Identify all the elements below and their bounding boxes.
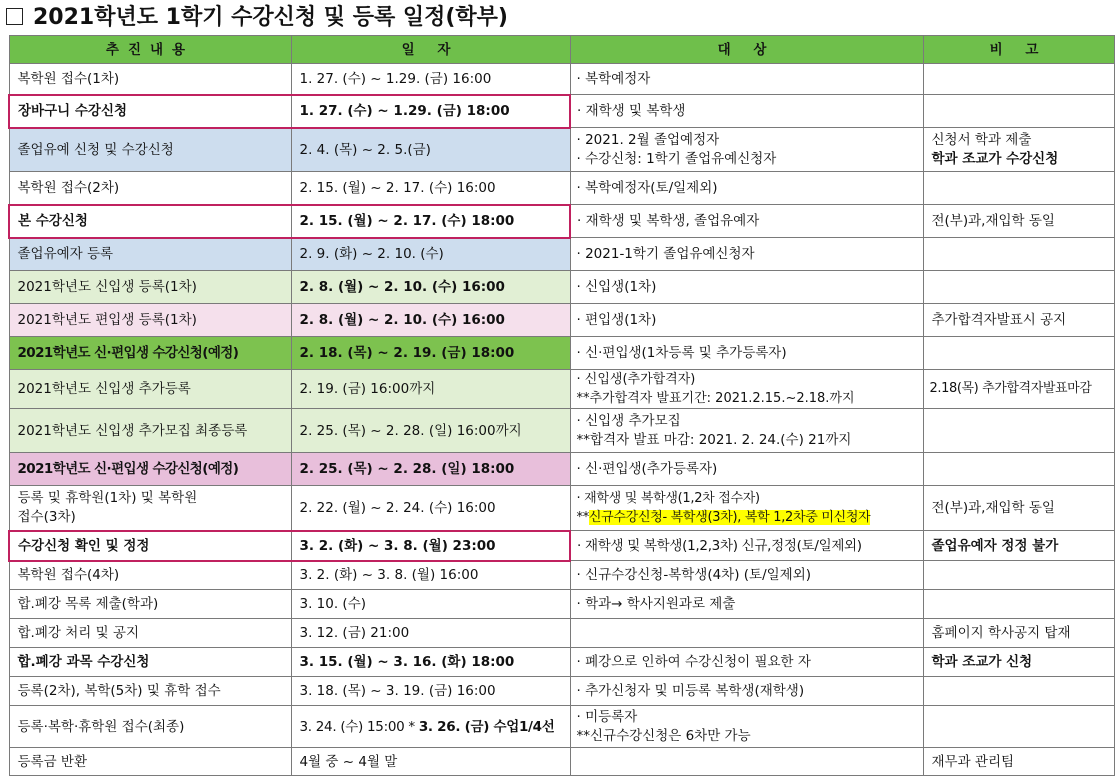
date-cell: 2. 15. (월) ~ 2. 17. (수) 18:00 xyxy=(291,205,570,238)
table-row xyxy=(9,337,1114,370)
target-line xyxy=(577,508,915,527)
task-cell: 합.폐강 과목 수강신청 xyxy=(9,648,291,677)
target-cell: · 편입생(1차) xyxy=(570,304,923,337)
task-cell: 졸업유예 신청 및 수강신청 xyxy=(9,128,291,172)
task-cell xyxy=(9,486,291,531)
table-header-row xyxy=(9,36,1114,64)
task-cell: 2021학년도 신입생 등록(1차) xyxy=(9,271,291,304)
target-line: **합격자 발표 마감: 2021. 2. 24.(수) 21까지 xyxy=(576,431,852,448)
table-row xyxy=(9,706,1114,748)
table-row xyxy=(9,304,1114,337)
date-cell: 2. 18. (목) ~ 2. 19. (금) 18:00 xyxy=(291,337,570,370)
target-cell xyxy=(570,409,923,453)
note-cell xyxy=(923,677,1114,706)
target-line: · 신입생 추가모집 xyxy=(576,412,681,429)
date-cell: 2. 8. (월) ~ 2. 10. (수) 16:00 xyxy=(291,271,570,304)
date-cell: 3. 10. (수) xyxy=(291,590,570,619)
note-cell xyxy=(923,590,1114,619)
date-cell: 2. 22. (월) ~ 2. 24. (수) 16:00 xyxy=(291,486,570,531)
target-cell xyxy=(570,370,923,409)
task-cell: 2021학년도 편입생 등록(1차) xyxy=(9,304,291,337)
date-cell: 3. 2. (화) ~ 3. 8. (월) 16:00 xyxy=(291,561,570,590)
date-cell: 2. 4. (목) ~ 2. 5.(금) xyxy=(291,128,570,172)
date-cell: 2. 8. (월) ~ 2. 10. (수) 16:00 xyxy=(291,304,570,337)
target-cell: · 신·편입생(1차등록 및 추가등록자) xyxy=(570,337,923,370)
table-row xyxy=(9,128,1114,172)
note-cell xyxy=(923,172,1114,205)
target-cell xyxy=(570,128,923,172)
target-cell: · 신입생(1차) xyxy=(570,271,923,304)
target-line: · 미등록자 xyxy=(576,708,638,725)
page-title xyxy=(6,2,508,34)
task-cell: 본 수강신청 xyxy=(9,205,291,238)
table-row xyxy=(9,409,1114,453)
target-cell: · 추가신청자 및 미등록 복학생(재학생) xyxy=(570,677,923,706)
target-line: · 재학생 및 복학생(1,2차 접수자) xyxy=(576,491,760,506)
date-cell: 2. 25. (목) ~ 2. 28. (일) 18:00 xyxy=(291,453,570,486)
task-cell: 등록·복학·휴학원 접수(최종) xyxy=(9,706,291,748)
date-cell: 2. 25. (목) ~ 2. 28. (일) 16:00까지 xyxy=(291,409,570,453)
note-cell xyxy=(923,64,1114,95)
date-cell: 2. 19. (금) 16:00까지 xyxy=(291,370,570,409)
target-cell xyxy=(570,619,923,648)
note-cell xyxy=(923,95,1114,128)
table-row xyxy=(9,172,1114,205)
date-cell: 2. 15. (월) ~ 2. 17. (수) 16:00 xyxy=(291,172,570,205)
header-note: 비 고 xyxy=(923,36,1114,64)
task-line: 등록 및 휴학원(1차) 및 복학원 xyxy=(17,489,198,506)
task-cell: 2021학년도 신·편입생 수강신청(예정) xyxy=(9,337,291,370)
target-cell: · 신·편입생(추가등록자) xyxy=(570,453,923,486)
date-cell: 2. 9. (화) ~ 2. 10. (수) xyxy=(291,238,570,271)
target-line: · 수강신청: 1학기 졸업유예신청자 xyxy=(576,150,777,167)
date-cell: 3. 18. (목) ~ 3. 19. (금) 16:00 xyxy=(291,677,570,706)
date-cell: 1. 27. (수) ~ 1.29. (금) 16:00 xyxy=(291,64,570,95)
date-cell xyxy=(291,706,570,748)
checkbox-square-icon xyxy=(6,8,23,25)
date-part: 3. 26. (금) 수업1/4선 xyxy=(418,718,555,735)
task-cell: 2021학년도 신입생 추가모집 최종등록 xyxy=(9,409,291,453)
task-cell: 합.폐강 처리 및 공지 xyxy=(9,619,291,648)
table-row xyxy=(9,590,1114,619)
target-cell: · 복학예정자(토/일제외) xyxy=(570,172,923,205)
target-cell: · 재학생 및 복학생, 졸업유예자 xyxy=(570,205,923,238)
date-cell: 4월 중 ~ 4월 말 xyxy=(291,748,570,776)
task-cell: 등록(2차), 복학(5차) 및 휴학 접수 xyxy=(9,677,291,706)
table-row xyxy=(9,64,1114,95)
table-row xyxy=(9,561,1114,590)
note-cell xyxy=(923,409,1114,453)
header-target: 대 상 xyxy=(570,36,923,64)
task-cell: 졸업유예자 등록 xyxy=(9,238,291,271)
table-row xyxy=(9,453,1114,486)
note-cell: 학과 조교가 신청 xyxy=(923,648,1114,677)
table-row xyxy=(9,619,1114,648)
note-cell xyxy=(923,128,1114,172)
target-line: **추가합격자 발표기간: 2021.2.15.~2.18.까지 xyxy=(576,391,855,406)
table-row xyxy=(9,205,1114,238)
task-cell: 합.폐강 목록 제출(학과) xyxy=(9,590,291,619)
date-cell: 3. 15. (월) ~ 3. 16. (화) 18:00 xyxy=(291,648,570,677)
date-part: 3. 24. (수) 15:00 * xyxy=(299,718,419,735)
note-cell: 졸업유예자 정정 불가 xyxy=(923,531,1114,561)
note-cell xyxy=(923,238,1114,271)
task-cell: 장바구니 수강신청 xyxy=(9,95,291,128)
schedule-table xyxy=(8,35,1115,776)
note-cell: 추가합격자발표시 공지 xyxy=(923,304,1114,337)
table-row xyxy=(9,370,1114,409)
note-cell xyxy=(923,561,1114,590)
note-line: 학과 조교가 수강신청 xyxy=(931,150,1059,167)
date-cell: 3. 2. (화) ~ 3. 8. (월) 23:00 xyxy=(291,531,570,561)
note-cell: 전(부)과,재입학 동일 xyxy=(923,486,1114,531)
note-cell xyxy=(923,337,1114,370)
task-cell: 등록금 반환 xyxy=(9,748,291,776)
target-line: · 2021. 2월 졸업예정자 xyxy=(576,131,720,148)
note-cell xyxy=(923,271,1114,304)
table-row xyxy=(9,238,1114,271)
page-title-text: 2021학년도 1학기 수강신청 및 등록 일정(학부) xyxy=(33,5,508,30)
target-cell: · 재학생 및 복학생 xyxy=(570,95,923,128)
note-cell: 전(부)과,재입학 동일 xyxy=(923,205,1114,238)
target-cell: · 학과→ 학사지원과로 제출 xyxy=(570,590,923,619)
note-line: 신청서 학과 제출 xyxy=(931,131,1032,148)
task-cell: 복학원 접수(1차) xyxy=(9,64,291,95)
date-cell: 1. 27. (수) ~ 1.29. (금) 18:00 xyxy=(291,95,570,128)
note-cell: 홈페이지 학사공지 탑재 xyxy=(923,619,1114,648)
target-cell: · 재학생 및 복학생(1,2,3차) 신규,정정(토/일제외) xyxy=(570,531,923,561)
highlighted-note: 신규수강신청- 복학생(3차), 복학 1,2차중 미신청자 xyxy=(588,510,871,525)
task-cell: 2021학년도 신입생 추가등록 xyxy=(9,370,291,409)
table-row xyxy=(9,748,1114,776)
note-cell: 2.18(목) 추가합격자발표마감 xyxy=(923,370,1114,409)
note-cell xyxy=(923,706,1114,748)
table-row xyxy=(9,648,1114,677)
note-cell xyxy=(923,453,1114,486)
header-date: 일 자 xyxy=(291,36,570,64)
table-row xyxy=(9,677,1114,706)
target-prefix: ** xyxy=(576,510,589,525)
target-cell: · 복학예정자 xyxy=(570,64,923,95)
target-line: · 신입생(추가합격자) xyxy=(576,372,696,387)
task-cell: 2021학년도 신·편입생 수강신청(예정) xyxy=(9,453,291,486)
target-line: **신규수강신청은 6차만 가능 xyxy=(576,727,751,744)
table-row xyxy=(9,486,1114,531)
task-cell: 복학원 접수(4차) xyxy=(9,561,291,590)
task-cell: 복학원 접수(2차) xyxy=(9,172,291,205)
task-line: 접수(3차) xyxy=(17,508,76,525)
header-task: 추진내용 xyxy=(9,36,291,64)
target-cell xyxy=(570,706,923,748)
task-cell: 수강신청 확인 및 정정 xyxy=(9,531,291,561)
target-cell: · 신규수강신청-복학생(4차) (토/일제외) xyxy=(570,561,923,590)
target-cell: · 폐강으로 인하여 수강신청이 필요한 자 xyxy=(570,648,923,677)
target-cell xyxy=(570,748,923,776)
target-cell: · 2021-1학기 졸업유예신청자 xyxy=(570,238,923,271)
target-cell xyxy=(570,486,923,531)
note-cell: 재무과 관리팀 xyxy=(923,748,1114,776)
table-row xyxy=(9,271,1114,304)
date-cell: 3. 12. (금) 21:00 xyxy=(291,619,570,648)
table-row xyxy=(9,531,1114,561)
table-row xyxy=(9,95,1114,128)
